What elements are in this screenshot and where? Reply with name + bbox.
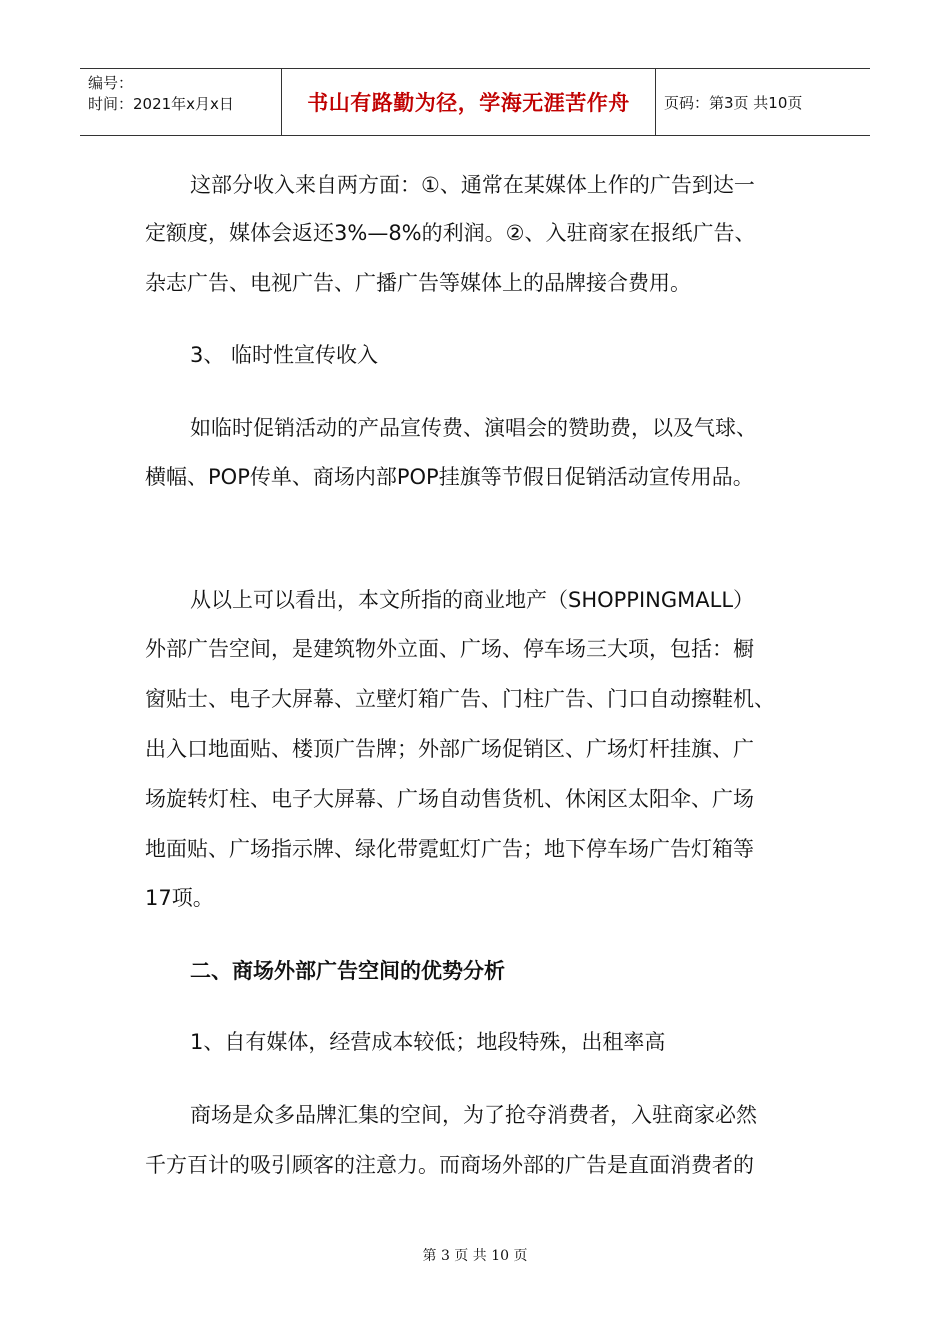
paragraph-line: 出入口地面贴、楼顶广告牌；外部广场促销区、广场灯杆挂旗、广: [145, 737, 754, 761]
header-motto-cell: [282, 69, 656, 135]
page-header: [80, 68, 870, 136]
header-motto: 书山有路勤为径，学海无涯苦作舟: [307, 91, 630, 115]
paragraph-line: 场旋转灯柱、电子大屏幕、广场自动售货机、休闲区太阳伞、广场: [145, 787, 754, 811]
paragraph-line: 17项。: [145, 886, 214, 910]
paragraph-line: 商场是众多品牌汇集的空间，为了抢夺消费者，入驻商家必然: [190, 1103, 757, 1127]
paragraph-line: 外部广告空间，是建筑物外立面、广场、停车场三大项，包括：橱: [145, 637, 754, 661]
paragraph-line: 杂志广告、电视广告、广播广告等媒体上的品牌接合费用。: [145, 271, 691, 295]
header-meta: [80, 69, 282, 135]
paragraph-line: 定额度，媒体会返还3%—8%的利润。②、入驻商家在报纸广告、: [145, 221, 756, 245]
document-date-label: 时间：2021年x月x日: [88, 95, 234, 113]
page-footer: 第 3 页 共 10 页: [422, 1248, 528, 1264]
paragraph-line: 窗贴士、电子大屏幕、立壁灯箱广告、门柱广告、门口自动擦鞋机、: [145, 687, 775, 711]
subheading: 3、 临时性宣传收入: [190, 343, 379, 367]
paragraph-line: 地面贴、广场指示牌、绿化带霓虹灯广告；地下停车场广告灯箱等: [145, 837, 754, 861]
paragraph-line: 千方百计的吸引顾客的注意力。而商场外部的广告是直面消费者的: [145, 1153, 754, 1177]
header-page-cell: [656, 69, 870, 135]
section-heading: 二、商场外部广告空间的优势分析: [190, 959, 505, 983]
subheading: 1、自有媒体，经营成本较低；地段特殊，出租率高: [190, 1030, 666, 1054]
paragraph-line: 从以上可以看出，本文所指的商业地产（SHOPPINGMALL）: [190, 588, 755, 612]
paragraph-line: 这部分收入来自两方面：①、通常在某媒体上作的广告到达一: [190, 173, 755, 197]
header-page-number: 页码：第3页 共10页: [664, 93, 803, 112]
paragraph-line: 如临时促销活动的产品宣传费、演唱会的赞助费，以及气球、: [190, 416, 757, 440]
paragraph-line: 横幅、POP传单、商场内部POP挂旗等节假日促销活动宣传用品。: [145, 465, 754, 489]
document-number-label: 编号：: [88, 74, 134, 92]
